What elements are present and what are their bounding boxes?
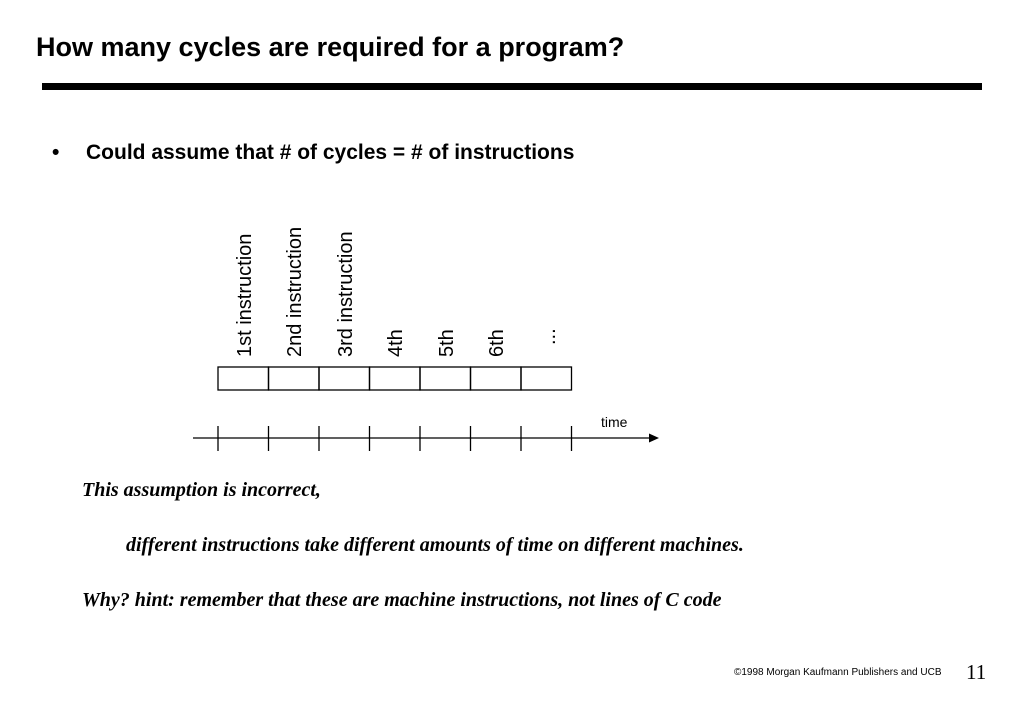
note-different-times: different instructions take different amounts of time on different machines. (126, 534, 744, 556)
instruction-box-4 (370, 367, 421, 390)
time-axis-arrowhead (649, 434, 659, 443)
bullet-text: Could assume that # of cycles = # of instructions (86, 141, 575, 164)
instruction-boxes (218, 367, 572, 390)
label-2nd-instruction: 2nd instruction (284, 226, 306, 357)
time-label: time (601, 414, 628, 430)
note-assumption-incorrect: This assumption is incorrect, (82, 479, 321, 501)
label-ellipsis: ... (538, 328, 560, 345)
instruction-box-1 (218, 367, 269, 390)
label-4th: 4th (385, 329, 407, 357)
copyright-footer: ©1998 Morgan Kaufmann Publishers and UCB (734, 667, 942, 678)
instruction-box-3 (319, 367, 370, 390)
instruction-box-7 (521, 367, 572, 390)
slide-title: How many cycles are required for a program? (36, 32, 625, 62)
label-5th: 5th (436, 329, 458, 357)
instruction-box-6 (471, 367, 522, 390)
note-hint: Why? hint: remember that these are machine instructions, not lines of C code (82, 589, 722, 611)
instruction-box-2 (269, 367, 320, 390)
bullet-dot: • (52, 141, 60, 164)
label-3rd-instruction: 3rd instruction (335, 231, 357, 357)
time-axis (193, 426, 659, 451)
label-1st-instruction: 1st instruction (234, 233, 256, 357)
label-6th: 6th (486, 329, 508, 357)
instruction-box-5 (420, 367, 471, 390)
page-number: 11 (966, 660, 987, 684)
